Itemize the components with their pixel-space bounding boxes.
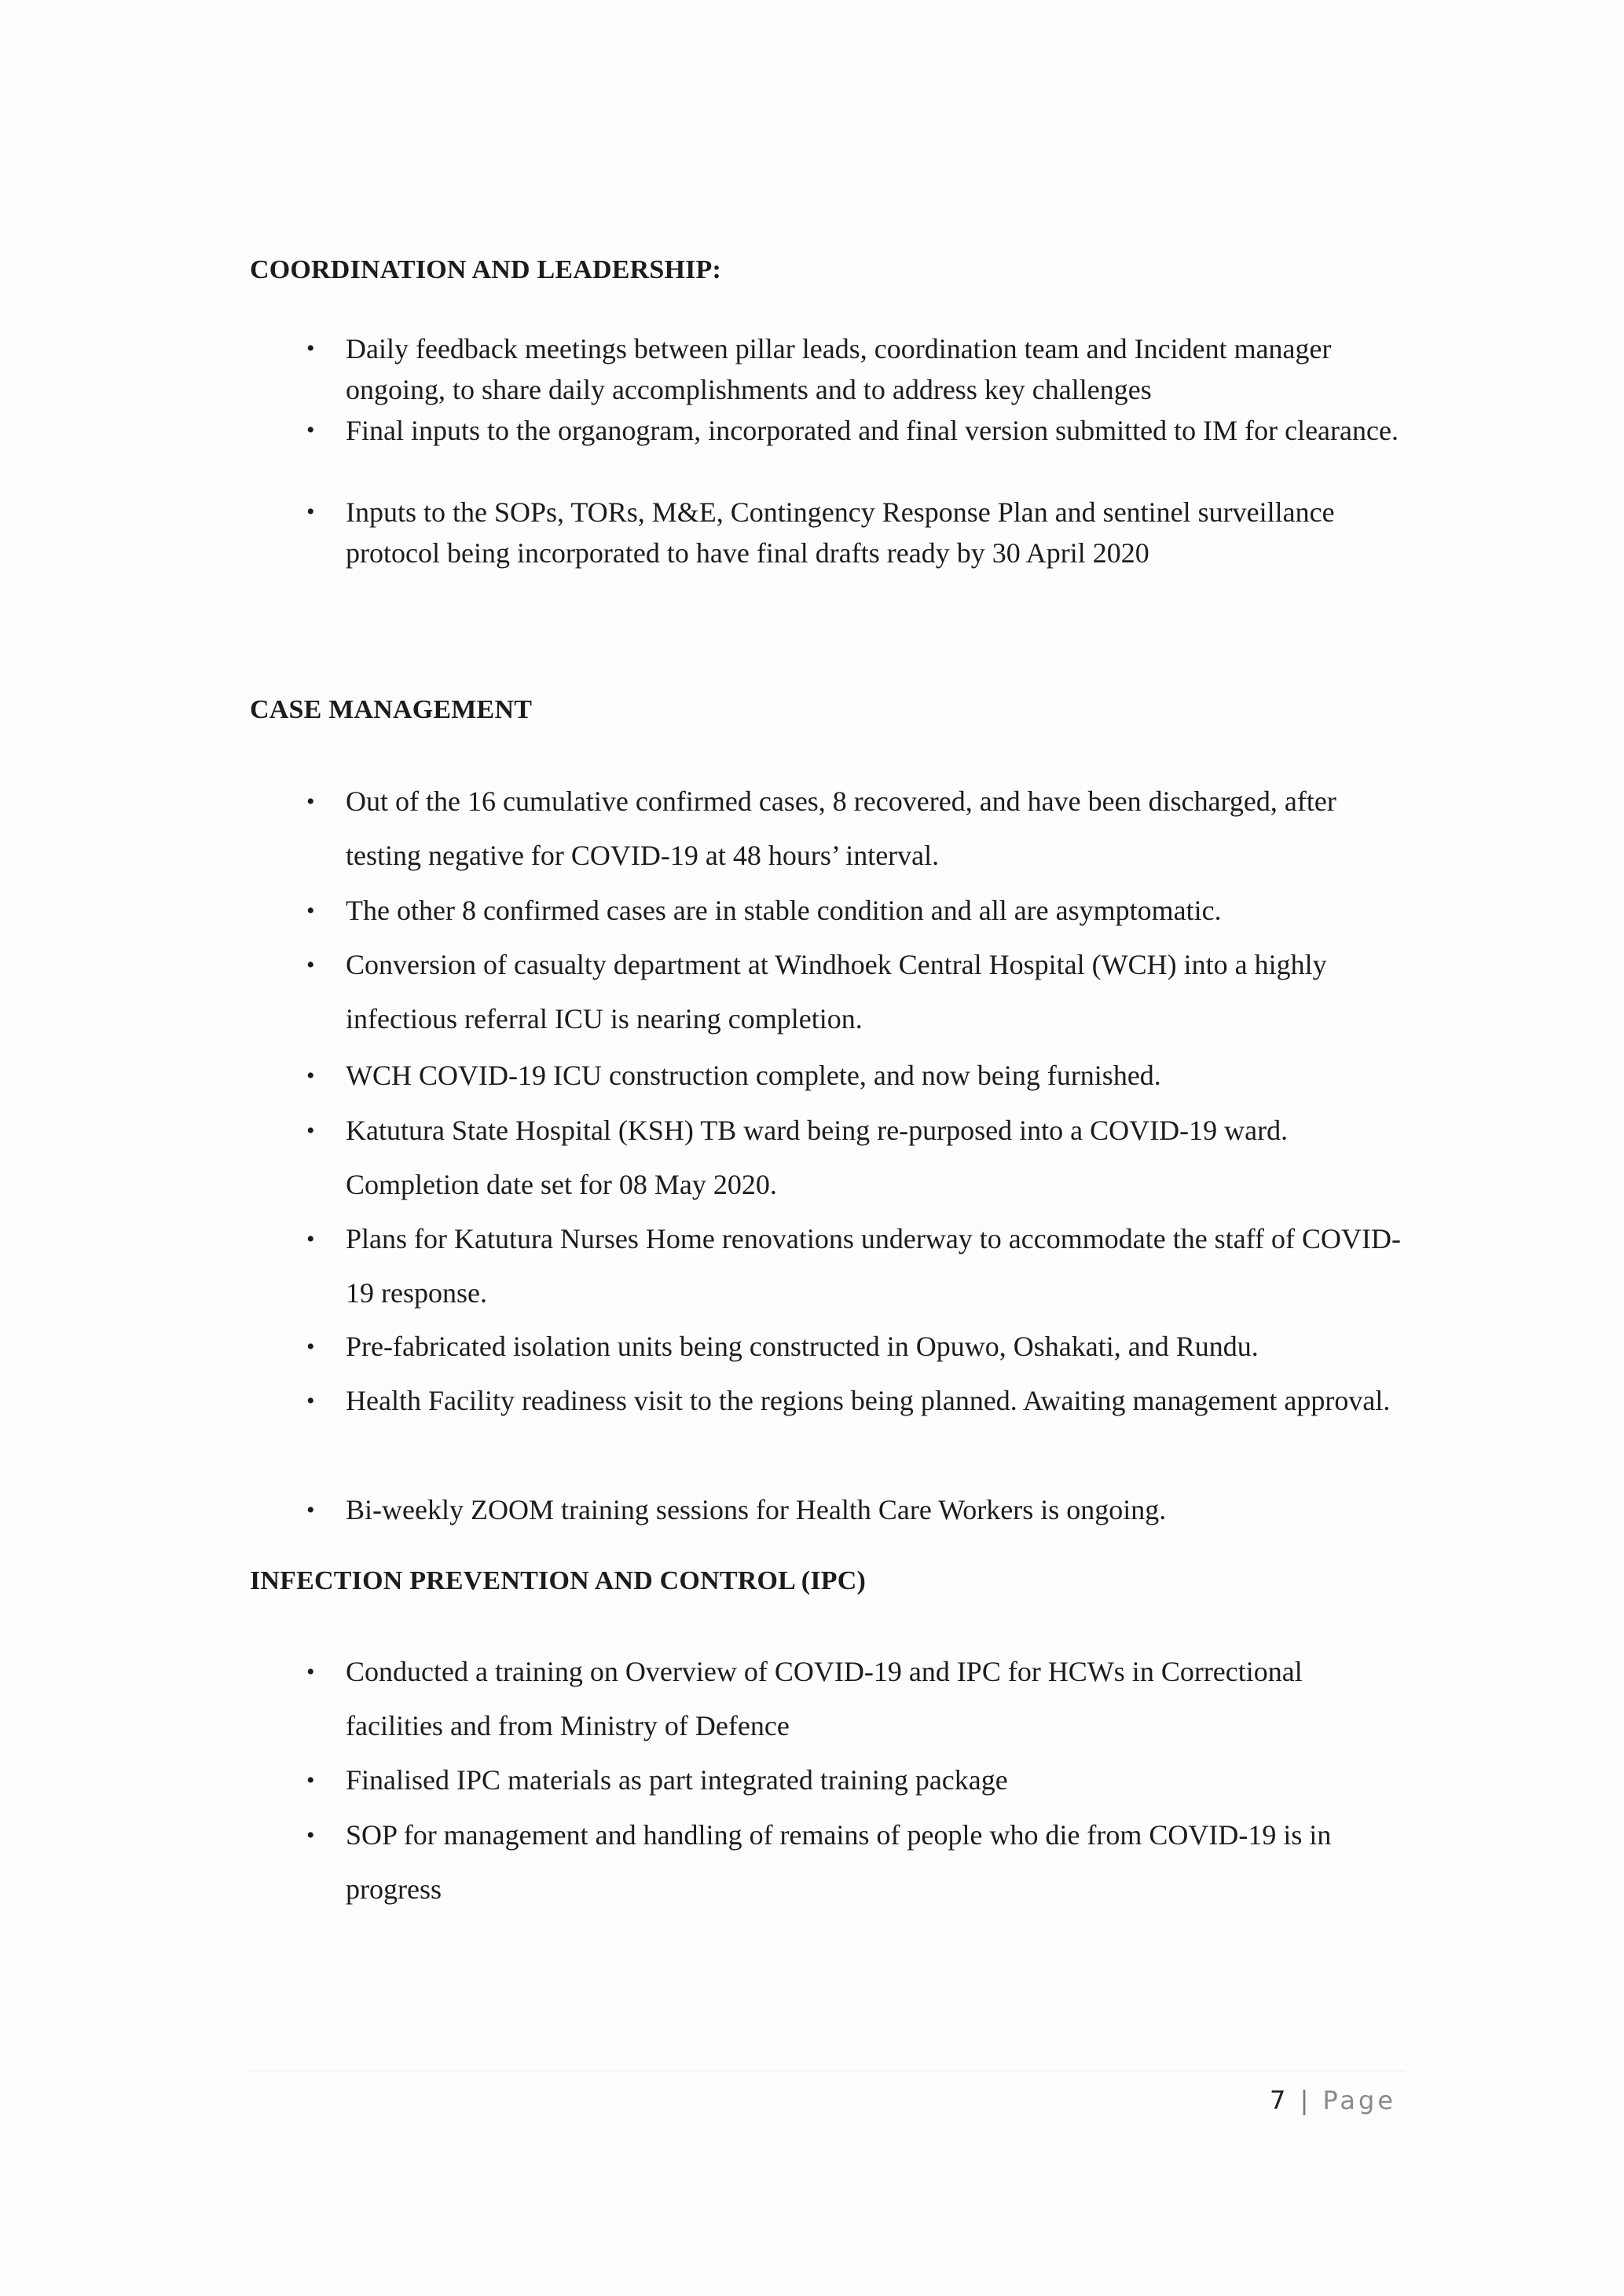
section-heading: INFECTION PREVENTION AND CONTROL (IPC) (250, 1566, 867, 1595)
page-footer (1270, 2085, 1396, 2115)
list-item: • WCH COVID-19 ICU construction complete, and now being furnished. (346, 1049, 1406, 1103)
bullet-icon: • (306, 1388, 315, 1414)
bullet-icon: • (306, 1659, 315, 1685)
list-item: • Bi-weekly ZOOM training sessions for Health Care Workers is ongoing. (346, 1483, 1406, 1537)
section-heading: COORDINATION AND LEADERSHIP: (250, 255, 722, 284)
list-item: • Plans for Katutura Nurses Home renovations underway to accommodate the staff of COVID-19 response. (346, 1212, 1406, 1320)
bullet-icon: • (306, 1118, 315, 1144)
list-item: • Conversion of casualty department at Windhoek Central Hospital (WCH) into a highly infectious referral ICU is nearing completion. (346, 938, 1406, 1046)
footer-separator: | (1300, 2085, 1312, 2115)
list-item: • Finalised IPC materials as part integrated training package (346, 1753, 1406, 1807)
list-item: • Daily feedback meetings between pillar leads, coordination team and Incident manager ongoing, to share daily accomplishments and to address key challenges (346, 328, 1406, 410)
page-number: 7 (1270, 2085, 1289, 2115)
bullet-icon: • (306, 1063, 315, 1089)
bullet-icon: • (306, 898, 315, 924)
list-item: • Health Facility readiness visit to the regions being planned. Awaiting management approval. (346, 1374, 1406, 1428)
bullet-icon: • (306, 335, 315, 361)
bullet-icon: • (306, 952, 315, 978)
bullet-icon: • (306, 1226, 315, 1252)
bullet-icon: • (306, 1767, 315, 1793)
bullet-icon: • (306, 417, 315, 443)
bullet-icon: • (306, 1497, 315, 1523)
bullet-icon: • (306, 789, 315, 815)
bullet-icon: • (306, 1822, 315, 1848)
list-item: • The other 8 confirmed cases are in stable condition and all are asymptomatic. (346, 884, 1406, 938)
page-label: Page (1322, 2085, 1396, 2115)
list-item: • SOP for management and handling of remains of people who die from COVID-19 is in progress (346, 1808, 1406, 1917)
bullet-icon: • (306, 1334, 315, 1360)
bullet-icon: • (306, 499, 315, 525)
list-item: • Katutura State Hospital (KSH) TB ward being re-purposed into a COVID-19 ward. Completion date set for 08 May 2020. (346, 1104, 1406, 1212)
list-item: • Pre-fabricated isolation units being constructed in Opuwo, Oshakati, and Rundu. (346, 1320, 1406, 1374)
list-item: • Out of the 16 cumulative confirmed cases, 8 recovered, and have been discharged, after testing negative for COVID-19 at 48 hours’ interval. (346, 774, 1406, 883)
list-item: • Inputs to the SOPs, TORs, M&E, Contingency Response Plan and sentinel surveillance protocol being incorporated to have final drafts ready by 30 April 2020 (346, 492, 1406, 573)
section-heading: CASE MANAGEMENT (250, 695, 533, 724)
list-item: • Conducted a training on Overview of COVID-19 and IPC for HCWs in Correctional facilities and from Ministry of Defence (346, 1645, 1406, 1753)
list-item: • Final inputs to the organogram, incorporated and final version submitted to IM for clearance. (346, 410, 1406, 451)
